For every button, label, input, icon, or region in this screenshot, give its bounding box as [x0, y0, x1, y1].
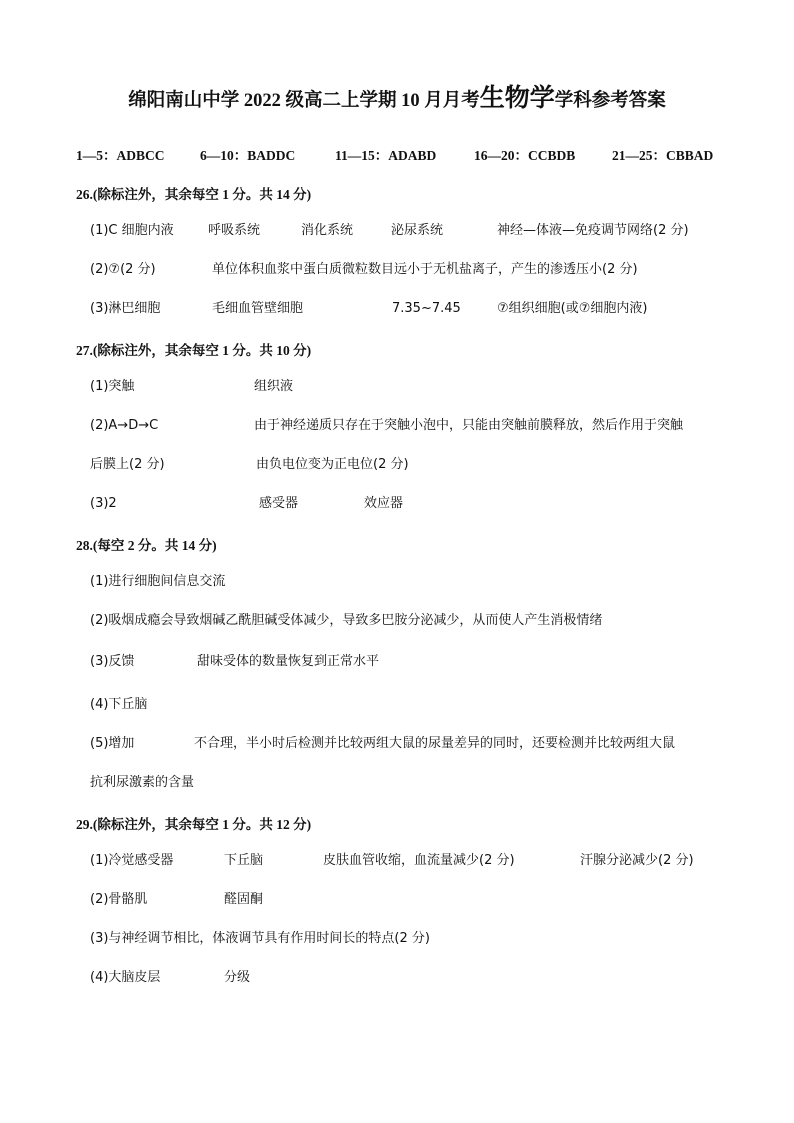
q28-2-answer: (2)吸烟成瘾会导致烟碱乙酰胆碱受体减少，导致多巴胺分泌减少，从而使人产生消极情绪 — [90, 613, 603, 628]
q26-1-answer-c: 消化系统 — [301, 223, 354, 238]
q26-2-answer-a: (2)⑦(2 分) — [90, 262, 156, 277]
title-subject: 生物学 — [479, 85, 555, 112]
q26-3-answer-c: 7.35~7.45 — [392, 301, 461, 316]
q29-header: 29.(除标注外，其余每空 1 分。共 12 分) — [76, 817, 312, 832]
q28-1-answer: (1)进行细胞间信息交流 — [90, 574, 226, 589]
title-part-1: 绵阳南山中学 2022 级高二上学期 10 月月考 — [128, 91, 480, 111]
choice-answers-6-10: 6—10：BADDC — [200, 148, 296, 163]
choice-answers-1-5: 1—5：ADBCC — [76, 148, 165, 163]
q29-1-answer-b: 下丘脑 — [224, 853, 264, 868]
q27-3-answer-b: 感受器 — [259, 496, 299, 511]
q26-1-answer-a: (1)C 细胞内液 — [90, 223, 174, 238]
q26-header: 26.(除标注外，其余每空 1 分。共 14 分) — [76, 187, 312, 202]
q26-3-answer-d: ⑦组织细胞(或⑦细胞内液) — [497, 301, 648, 316]
q29-1-answer-a: (1)冷觉感受器 — [90, 853, 174, 868]
q28-4-answer: (4)下丘脑 — [90, 697, 148, 712]
choice-answers-21-25: 21—25：CBBAD — [612, 148, 714, 163]
q27-3-answer-a: (3)2 — [90, 496, 117, 511]
q27-1-answer-a: (1)突触 — [90, 379, 135, 394]
q26-3-answer-a: (3)淋巴细胞 — [90, 301, 161, 316]
q27-2-answer-a: (2)A→D→C — [90, 418, 159, 433]
q27-2-answer-b: 由于神经递质只存在于突触小泡中，只能由突触前膜释放，然后作用于突触 — [254, 418, 684, 433]
q27-2-answer-c: 由负电位变为正电位(2 分) — [256, 457, 409, 472]
title-part-3: 学科参考答案 — [554, 91, 666, 111]
q26-1-answer-d: 泌尿系统 — [391, 223, 444, 238]
q26-1-answer-e: 神经—体液—免疫调节网络(2 分) — [497, 223, 689, 238]
q28-5-answer-b-cont: 抗利尿激素的含量 — [90, 775, 195, 790]
q28-5-answer-a: (5)增加 — [90, 736, 135, 751]
choice-answers-16-20: 16—20：CCBDB — [474, 148, 576, 163]
q27-header: 27.(除标注外，其余每空 1 分。共 10 分) — [76, 343, 312, 358]
page-title — [0, 78, 794, 114]
q29-1-answer-c: 皮肤血管收缩，血流量减少(2 分) — [323, 853, 515, 868]
q27-1-answer-b: 组织液 — [254, 379, 294, 394]
q29-2-answer-a: (2)骨骼肌 — [90, 892, 148, 907]
q26-1-answer-b: 呼吸系统 — [208, 223, 261, 238]
q26-3-answer-b: 毛细血管壁细胞 — [212, 301, 304, 316]
q28-5-answer-b: 不合理，半小时后检测并比较两组大鼠的尿量差异的同时，还要检测并比较两组大鼠 — [194, 736, 676, 751]
q29-2-answer-b: 醛固酮 — [224, 892, 264, 907]
q29-4-answer-a: (4)大脑皮层 — [90, 970, 161, 985]
q27-2-answer-b-cont: 后膜上(2 分) — [90, 457, 165, 472]
q28-3-answer-a: (3)反馈 — [90, 654, 135, 669]
q28-3-answer-b: 甜味受体的数量恢复到正常水平 — [197, 654, 380, 669]
choice-answers-11-15: 11—15：ADABD — [335, 148, 437, 163]
q26-2-answer-b: 单位体积血浆中蛋白质微粒数目远小于无机盐离子，产生的渗透压小(2 分) — [212, 262, 638, 277]
q28-header: 28.(每空 2 分。共 14 分) — [76, 538, 217, 553]
q29-3-answer: (3)与神经调节相比，体液调节具有作用时间长的特点(2 分) — [90, 931, 430, 946]
q29-4-answer-b: 分级 — [224, 970, 251, 985]
q29-1-answer-d: 汗腺分泌减少(2 分) — [580, 853, 694, 868]
q27-3-answer-c: 效应器 — [364, 496, 404, 511]
